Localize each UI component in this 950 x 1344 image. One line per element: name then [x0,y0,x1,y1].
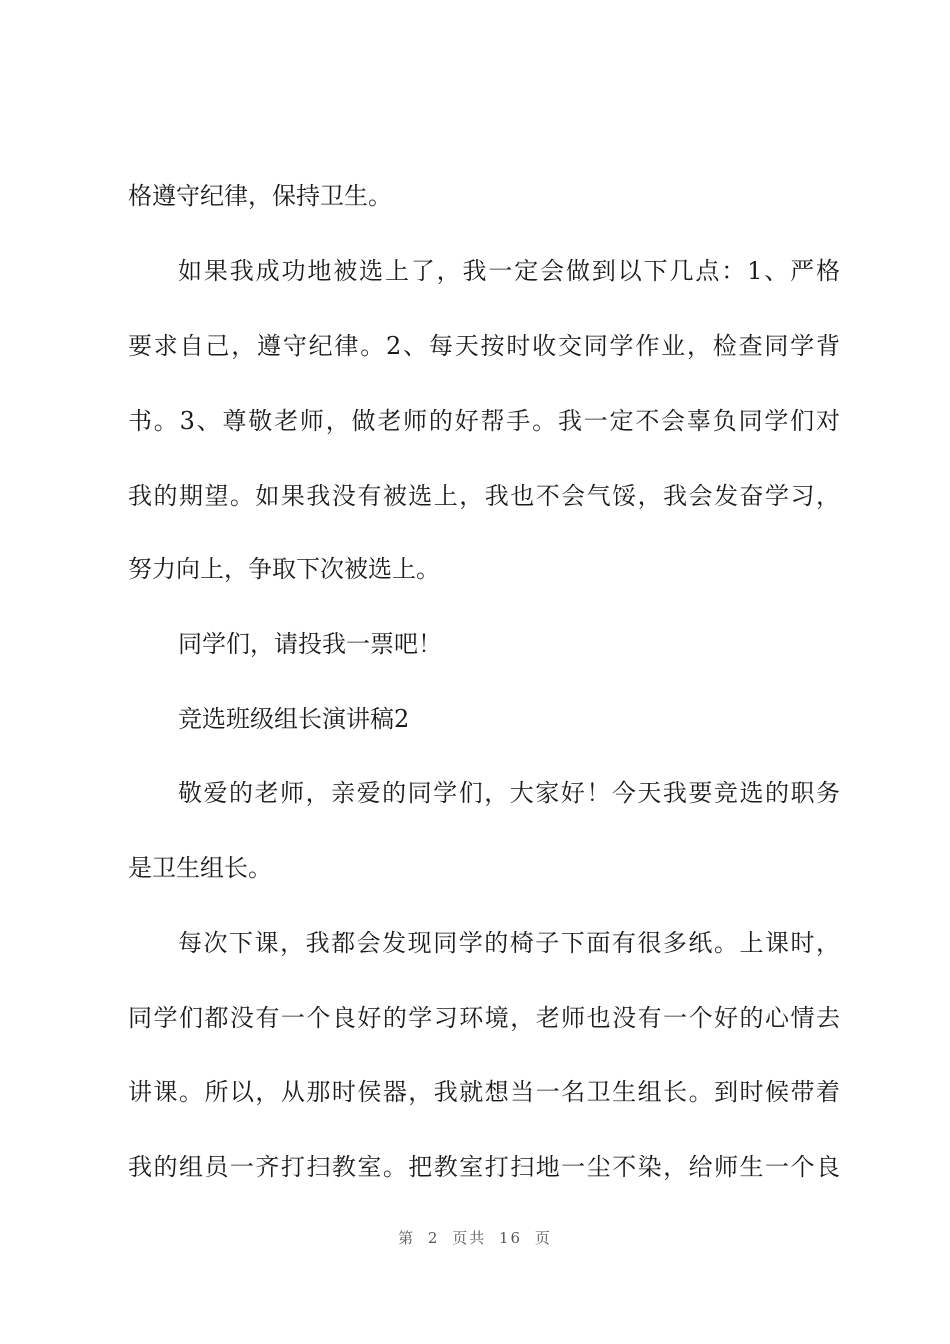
paragraph-line: 是卫生组长。 [128,854,272,882]
paragraph-line: 书。3、尊敬老师，做老师的好帮手。我一定不会辜负同学们对 [128,407,840,435]
page-number-footer: 第 2 页共 16 页 [398,1229,552,1247]
paragraph-line: 讲课。所以，从那时侯器，我就想当一名卫生组长。到时候带着 [128,1078,840,1106]
paragraph-line: 我的组员一齐打扫教室。把教室打扫地一尘不染，给师生一个良 [128,1153,840,1181]
paragraph-line: 同学们都没有一个良好的学习环境，老师也没有一个好的心情去 [128,1004,840,1032]
paragraph-line: 同学们，请投我一票吧！ [178,630,442,658]
paragraph-line: 如果我成功地被选上了，我一定会做到以下几点：1、严格 [178,257,840,285]
paragraph-line: 敬爱的老师，亲爱的同学们，大家好！今天我要竞选的职务 [178,779,840,807]
paragraph-line: 格遵守纪律，保持卫生。 [128,182,392,210]
paragraph-line: 努力向上，争取下次被选上。 [128,555,440,583]
paragraph-line: 我的期望。如果我没有被选上，我也不会气馁，我会发奋学习， [128,482,840,510]
paragraph-line: 要求自己，遵守纪律。2、每天按时收交同学作业，检查同学背 [128,332,840,360]
section-heading: 竞选班级组长演讲稿2 [178,705,410,733]
paragraph-line: 每次下课，我都会发现同学的椅子下面有很多纸。上课时， [178,929,840,957]
